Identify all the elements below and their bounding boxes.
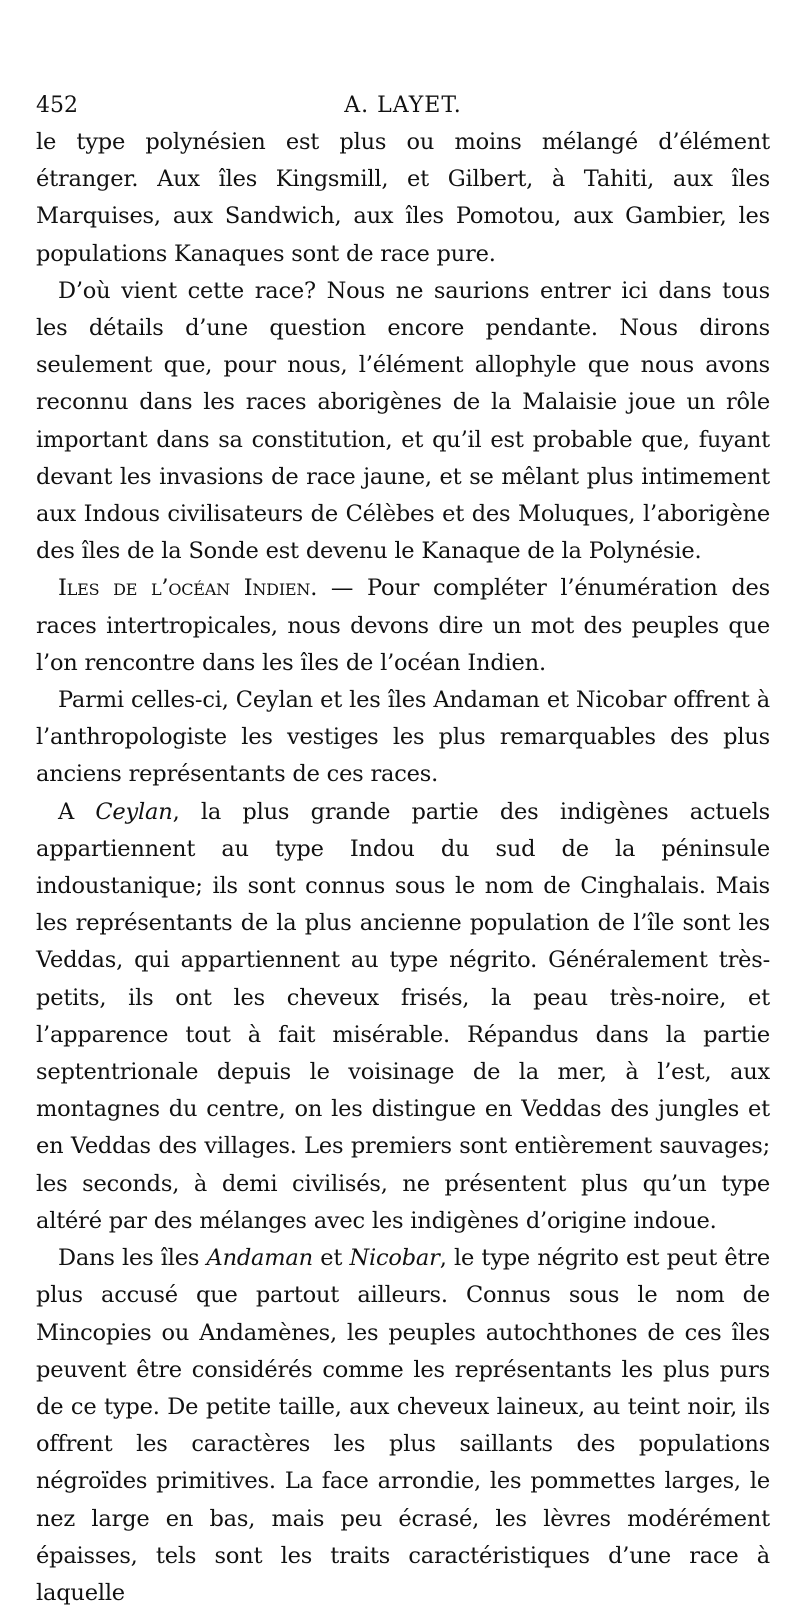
- paragraph-3: [36, 570, 770, 682]
- paragraph-6: [36, 1240, 770, 1612]
- paragraph-6-text: , le type négrito est peut être plus accusé que partout ailleurs. Connus sous le nom de Mincopies ou Andamènes, les peuples autochthones de ces îles peuvent être considérés comme les représentants les plus purs de ce type. De petite taille, aux cheveux laineux, au teint noir, ils offrent les caractères les plus saillants des populations négroïdes primitives. La face arrondie, les pommettes larges, le nez large en bas, mais peu écrasé, les lèvres modérément épaisses, tels sont les traits caractéristiques d’une race à laquelle: [36, 1245, 770, 1606]
- running-head: [36, 88, 770, 124]
- paragraph-3-text: — Pour compléter l’énumération des races intertropicales, nous devons dire un mot des peuples que l’on rencontre dans les îles de l’océan Indien.: [36, 575, 770, 676]
- paragraph-2: D’où vient cette race? Nous ne saurions entrer ici dans tous les détails d’une question encore pendante. Nous dirons seulement que, pour nous, l’élément allophyle que nous avons reconnu dans les races aborigènes de la Malaisie joue un rôle important dans sa constitution, et qu’il est probable que, fuyant devant les invasions de race jaune, et se mêlant plus intimement aux Indous civilisateurs de Célèbes et des Moluques, l’aborigène des îles de la Sonde est devenu le Kanaque de la Polynésie.: [36, 277, 770, 565]
- paragraph-5-text: , la plus grande partie des indigènes actuels appartiennent au type Indou du sud de la péninsule indoustanique; ils sont connus sous le nom de Cinghalais. Mais les représentants de la plus ancienne population de l’île sont les Veddas, qui appartiennent au type négrito. Généralement très-petits, ils ont les cheveux frisés, la peau très-noire, et l’apparence tout à fait misérable. Répandus dans la partie septentrionale depuis le voisinage de la mer, à l’est, aux montagnes du centre, on les distingue en Veddas des jungles et en Veddas des villages. Les premiers sont entièrement sauvages; les seconds, à demi civilisés, ne présentent plus qu’un type altéré par des mélanges avec les indigènes d’origine indoue.: [36, 798, 770, 1234]
- running-title: A. LAYET.: [344, 93, 462, 118]
- paragraph-1: le type polynésien est plus ou moins mélangé d’élément étranger. Aux îles Kingsmill, et Gilbert, à Tahiti, aux îles Marquises, aux Sandwich, aux îles Pomotou, aux Gambier, les populations Kanaques sont de race pure.: [36, 129, 770, 267]
- paragraph-5-lead: A: [58, 798, 96, 825]
- body-text: [36, 124, 770, 1612]
- page-content: [36, 88, 770, 1612]
- page-number: 452: [36, 93, 78, 118]
- place-name-andaman: Andaman: [206, 1245, 313, 1272]
- section-heading: Iles de l’océan Indien.: [58, 575, 318, 602]
- place-name-nicobar: Nicobar: [349, 1245, 440, 1272]
- paragraph-5: [36, 794, 770, 1240]
- paragraph-6-lead: Dans les îles: [58, 1245, 207, 1272]
- paragraph-4: Parmi celles-ci, Ceylan et les îles Andaman et Nicobar offrent à l’anthropologiste les vestiges les plus remarquables des plus anciens représentants de ces races.: [36, 687, 770, 788]
- place-name-ceylan: Ceylan: [95, 798, 173, 825]
- paragraph-6-conjunction: et: [312, 1245, 350, 1272]
